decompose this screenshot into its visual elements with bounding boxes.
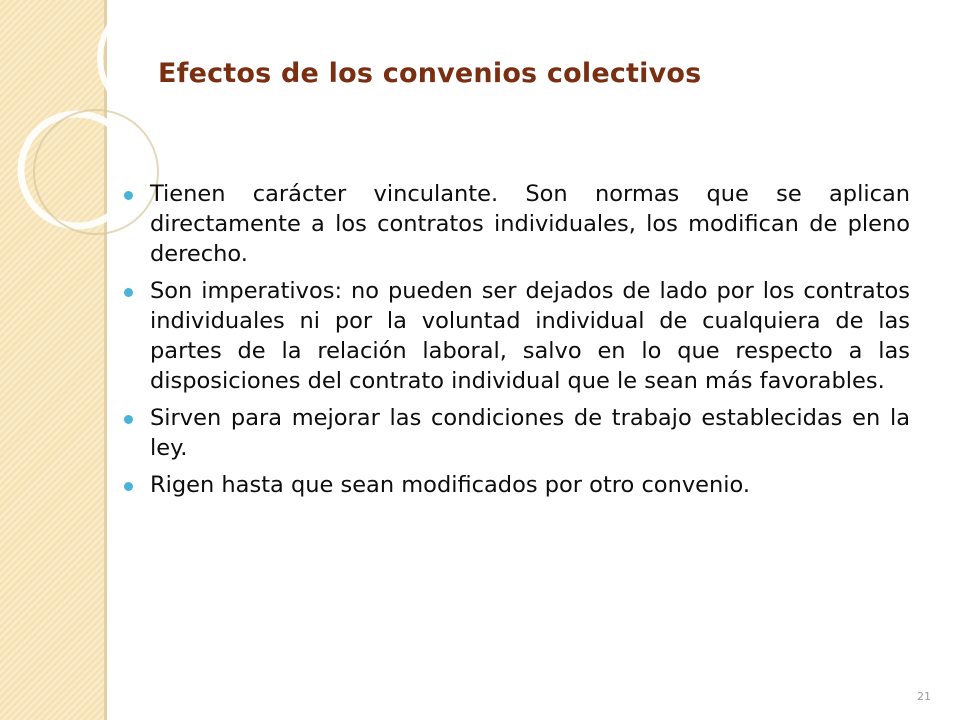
bullet-list bbox=[124, 179, 910, 507]
bullet-item-imperativos bbox=[124, 276, 910, 396]
bullet-item-mejorar bbox=[124, 403, 910, 463]
slide-title: Efectos de los convenios colectivos bbox=[158, 58, 702, 89]
decorative-circle-medium bbox=[21, 114, 133, 226]
bullet-item-vinculante bbox=[124, 179, 910, 269]
bullet-dot-icon bbox=[124, 288, 133, 297]
bullet-item-rigen bbox=[124, 470, 910, 500]
bullet-text: Rigen hasta que sean modificados por otro convenio. bbox=[150, 472, 751, 498]
bullet-dot-icon bbox=[124, 191, 133, 200]
bullet-text: Tienen carácter vinculante. Son normas que se aplican directamente a los contratos individuales, los modifican de pleno derecho. bbox=[150, 181, 910, 267]
bullet-text: Sirven para mejorar las condiciones de trabajo establecidas en la ley. bbox=[150, 405, 910, 461]
page-number: 21 bbox=[917, 690, 931, 703]
bullet-text: Son imperativos: no pueden ser dejados de lado por los contratos individuales ni por la voluntad individual de cualquiera de las partes de la relación laboral, salvo en lo que respecto a las disposiciones del contrato individual que le sean más favorables. bbox=[150, 278, 910, 394]
bullet-dot-icon bbox=[124, 415, 133, 424]
bullet-dot-icon bbox=[124, 482, 133, 491]
